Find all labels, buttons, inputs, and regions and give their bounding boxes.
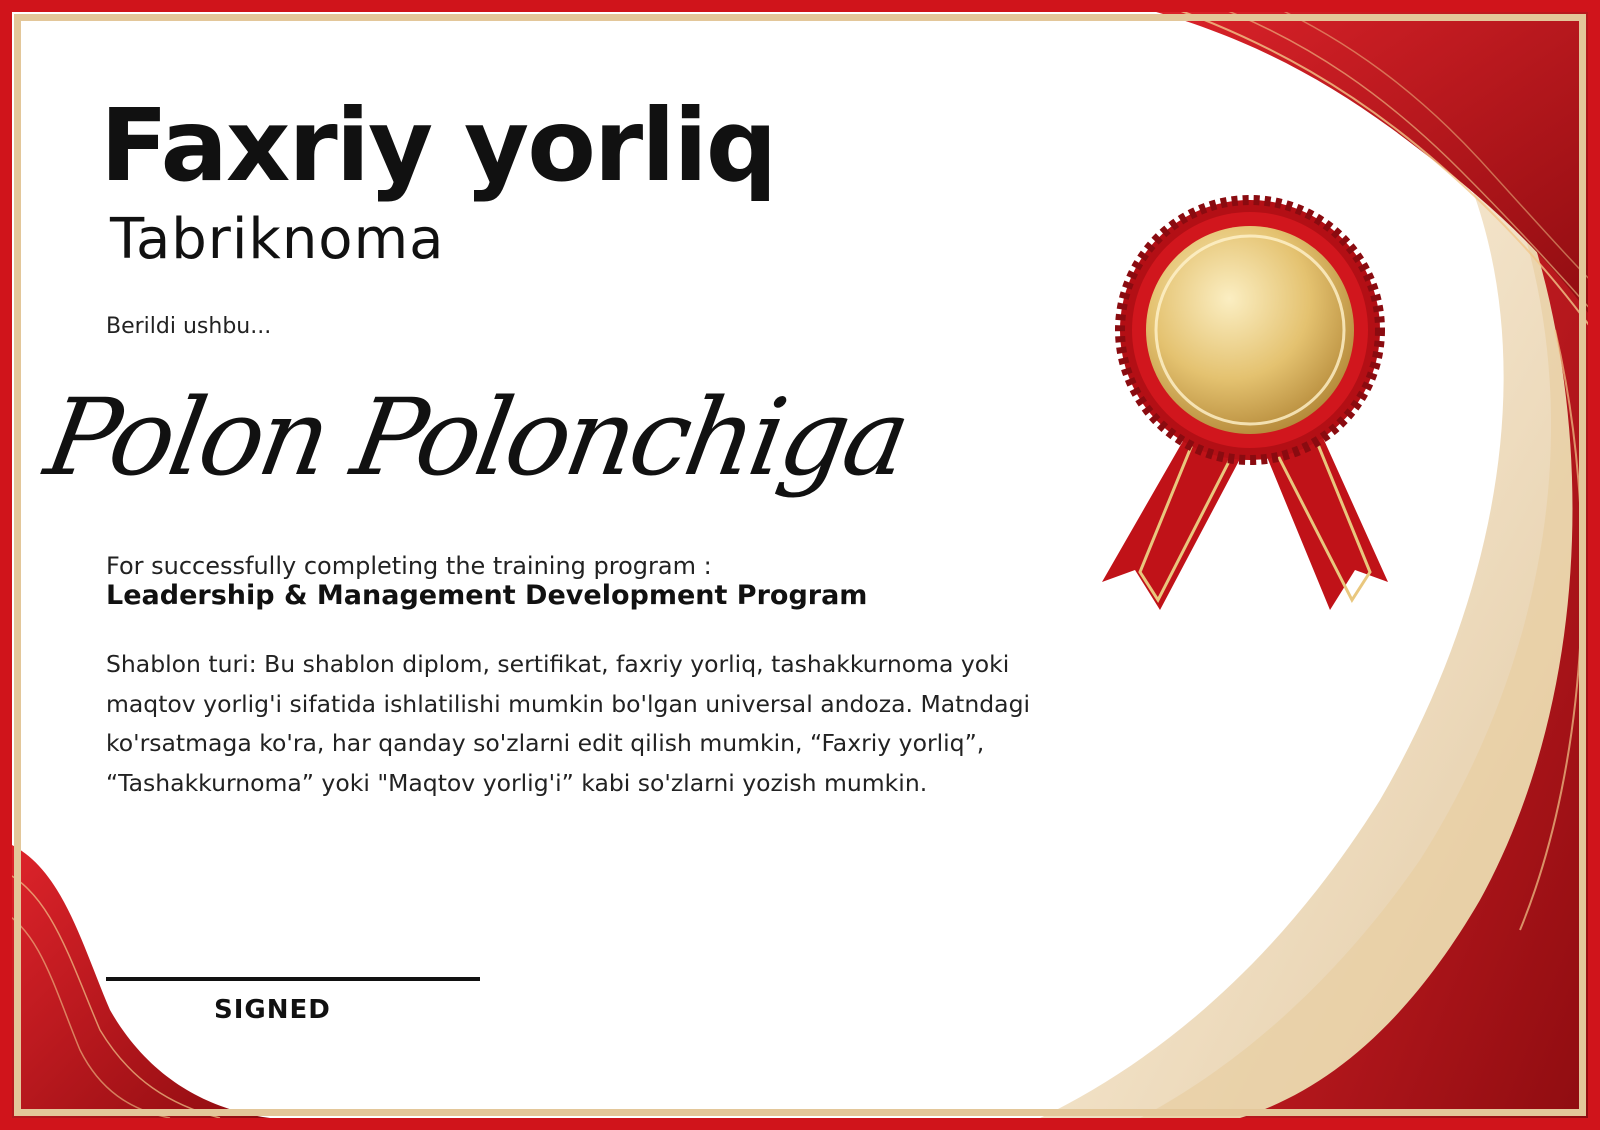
certificate-subtitle: Tabriknoma (110, 207, 445, 272)
signature-label: SIGNED (214, 995, 331, 1025)
description-paragraph: Shablon turi: Bu shablon diplom, sertifikat, faxriy yorliq, tashakkurnoma yoki maqtov yorlig'i sifatida ishlatilishi mumkin bo'lgan universal andoza. Matndagi ko'rsatmaga ko'ra, har qanday so'zlarni edit qilish mumkin, “Faxriy yorliq”, “Tashakkurnoma” yoki "Maqtov yorlig'i” kabi so'zlarni yozish mumkin. (106, 650, 1031, 797)
program-name: Leadership & Management Development Program (106, 580, 868, 611)
completion-reason: For successfully completing the training program : (106, 552, 712, 580)
given-to-label: Berildi ushbu... (106, 314, 272, 339)
signature-line (106, 977, 480, 981)
recipient-name: Polon Polonchiga (37, 376, 915, 499)
certificate-title: Faxriy yorliq (100, 87, 776, 204)
